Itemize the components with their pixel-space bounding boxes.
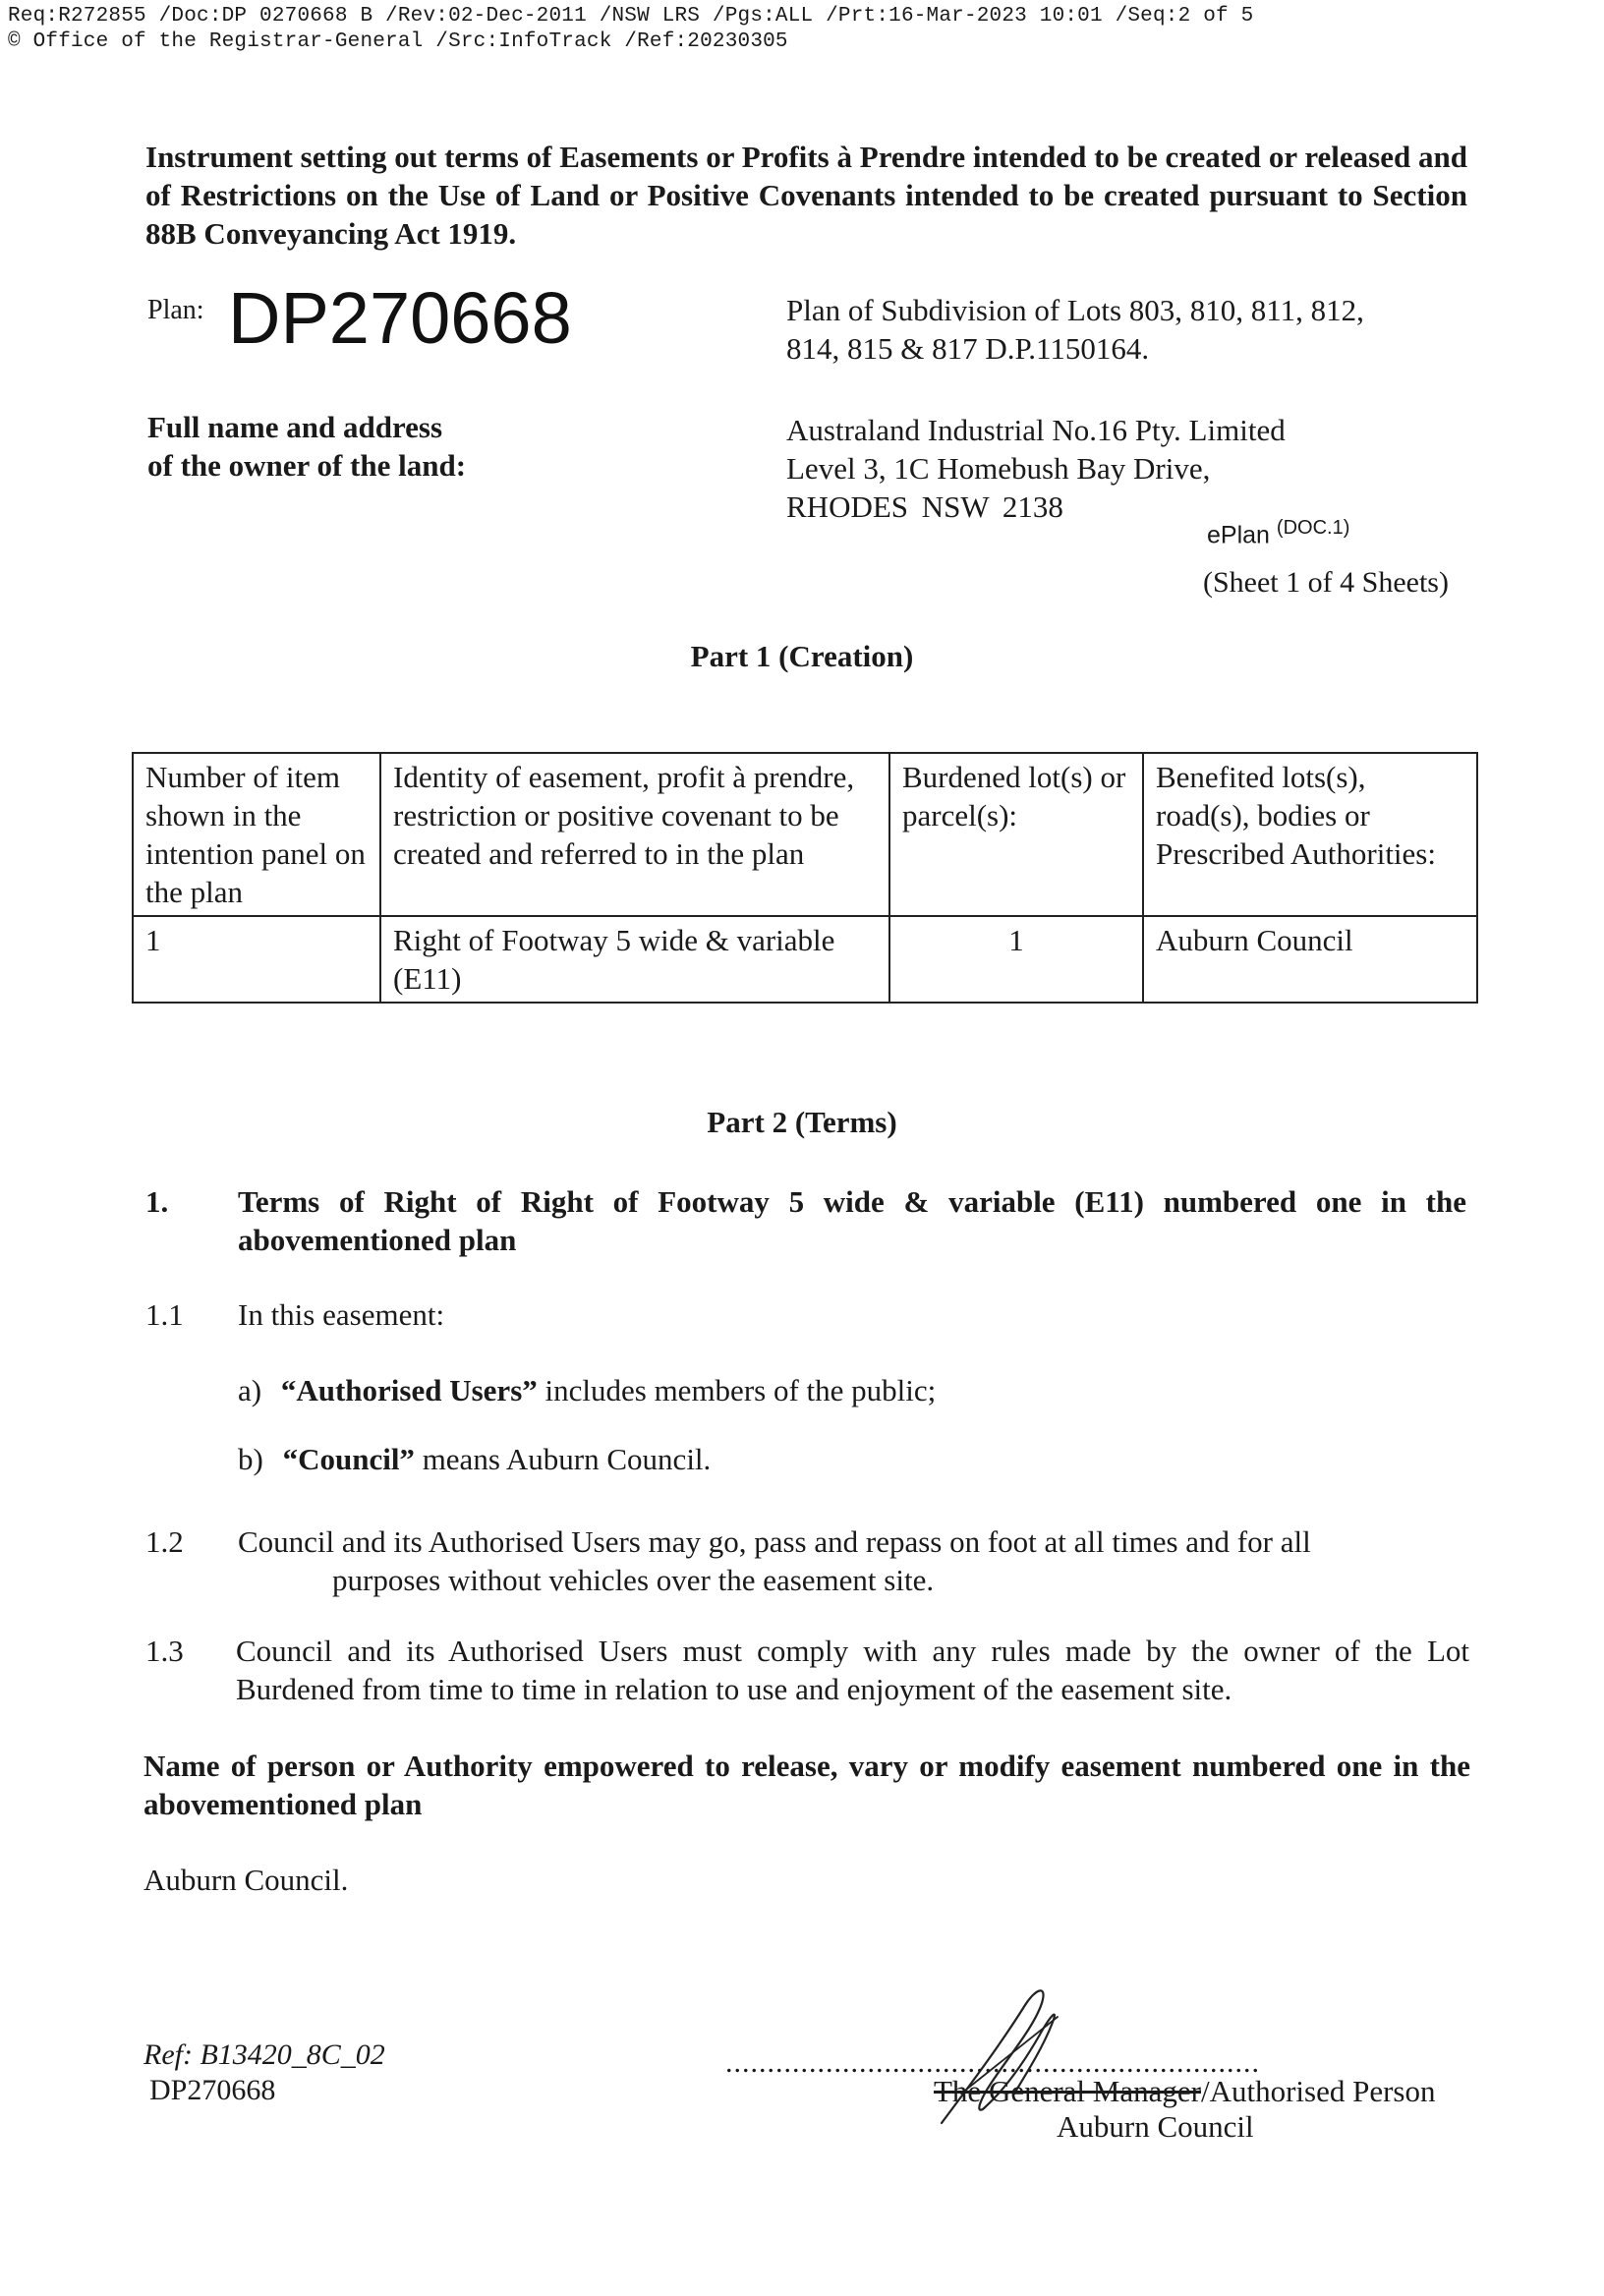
table-header-cell: Burdened lot(s) or parcel(s): — [889, 753, 1143, 916]
owner-address-line: Australand Industrial No.16 Pty. Limited — [786, 413, 1286, 447]
table-cell: 1 — [889, 916, 1143, 1003]
table-header-cell: Benefited lots(s), road(s), bodies or Prescribed Authorities: — [1143, 753, 1477, 916]
sub-item-label: a) — [238, 1373, 262, 1407]
signature-dotted-line: ................................................................ — [725, 2046, 1260, 2079]
table-header-cell: Identity of easement, profit à prendre, restriction or positive covenant to be created and referred to in the plan — [380, 753, 889, 916]
item12-line: purposes without vehicles over the easement site. — [332, 1563, 935, 1597]
plan-label: Plan: — [147, 295, 204, 325]
item11-text: In this easement: — [238, 1297, 445, 1332]
item-number: 1. — [145, 1184, 169, 1219]
part1-heading: Part 1 (Creation) — [690, 639, 914, 673]
sub-item-a — [238, 1371, 936, 1409]
owner-label-line: Full name and address — [147, 410, 443, 444]
release-authority: Auburn Council. — [143, 1863, 349, 1897]
eplan-label — [1207, 517, 1349, 549]
signatory-title — [934, 2074, 1435, 2109]
owner-label-line: of the owner of the land: — [147, 448, 467, 483]
sub-item-label: b) — [238, 1442, 263, 1476]
owner-address-line: Level 3, 1C Homebush Bay Drive, — [786, 451, 1211, 486]
instrument-title: Instrument setting out terms of Easements or Profits à Prendre intended to be created or released and of Restrictions on the Use of Land or Positive Covenants intended to be created pursuant to Section 88B Conveyancing Act 1919. — [145, 140, 1467, 251]
document-plan-ref: DP270668 — [149, 2074, 276, 2106]
owner-label — [147, 408, 466, 485]
owner-address-line: RHODES NSW 2138 — [786, 489, 1063, 524]
struck-title: The General Manager — [934, 2074, 1201, 2108]
table-cell: Auburn Council — [1143, 916, 1477, 1003]
sub-item-text: includes members of the public; — [537, 1373, 937, 1407]
plan-number: DP270668 — [228, 277, 572, 359]
sub-item-text: means Auburn Council. — [414, 1442, 712, 1476]
document-ref: Ref: B13420_8C_02 — [143, 2038, 385, 2071]
item12-line: Council and its Authorised Users may go, pass and repass on foot at all times and for all — [238, 1524, 1311, 1559]
table-row — [133, 916, 1477, 1003]
item-number: 1.3 — [145, 1634, 184, 1668]
table-cell: 1 — [133, 916, 380, 1003]
eplan-text: ePlan — [1207, 521, 1270, 549]
item-number: 1.2 — [145, 1524, 184, 1559]
table-header-cell: Number of item shown in the intention panel on the plan — [133, 753, 380, 916]
plan-description — [786, 291, 1464, 368]
item12-text — [238, 1522, 1476, 1599]
sub-item-term: “Authorised Users” — [280, 1373, 538, 1407]
sheet-indicator: (Sheet 1 of 4 Sheets) — [1203, 566, 1449, 599]
table-header-row — [133, 753, 1477, 916]
signatory-council: Auburn Council — [1057, 2109, 1254, 2144]
eplan-doc: (DOC.1) — [1276, 517, 1350, 539]
registry-header-line-2: © Office of the Registrar-General /Src:InfoTrack /Ref:20230305 — [8, 30, 788, 53]
signatory-title-rest: /Authorised Person — [1200, 2074, 1436, 2108]
item13-text: Council and its Authorised Users must comply with any rules made by the owner of the Lot Burdened from time to time in relation to use and enjoyment of the easement site. — [236, 1634, 1469, 1706]
plan-description-line: 814, 815 & 817 D.P.1150164. — [786, 331, 1150, 366]
sub-item-term: “Council” — [282, 1442, 415, 1476]
sub-item-b — [238, 1440, 711, 1478]
table-cell: Right of Footway 5 wide & variable (E11) — [380, 916, 889, 1003]
item1-text: Terms of Right of Right of Footway 5 wide & variable (E11) numbered one in the abovementioned plan — [238, 1184, 1466, 1257]
release-heading: Name of person or Authority empowered to release, vary or modify easement numbered one in the abovementioned plan — [143, 1749, 1470, 1821]
plan-description-line: Plan of Subdivision of Lots 803, 810, 811, 812, — [786, 293, 1364, 327]
owner-address — [786, 411, 1286, 526]
item-number: 1.1 — [145, 1297, 184, 1332]
part2-heading: Part 2 (Terms) — [707, 1105, 897, 1139]
registry-header-line-1: Req:R272855 /Doc:DP 0270668 B /Rev:02-Dec-2011 /NSW LRS /Pgs:ALL /Prt:16-Mar-2023 10:01 /Seq:2 of 5 — [8, 5, 1254, 28]
easement-table — [132, 752, 1478, 1004]
